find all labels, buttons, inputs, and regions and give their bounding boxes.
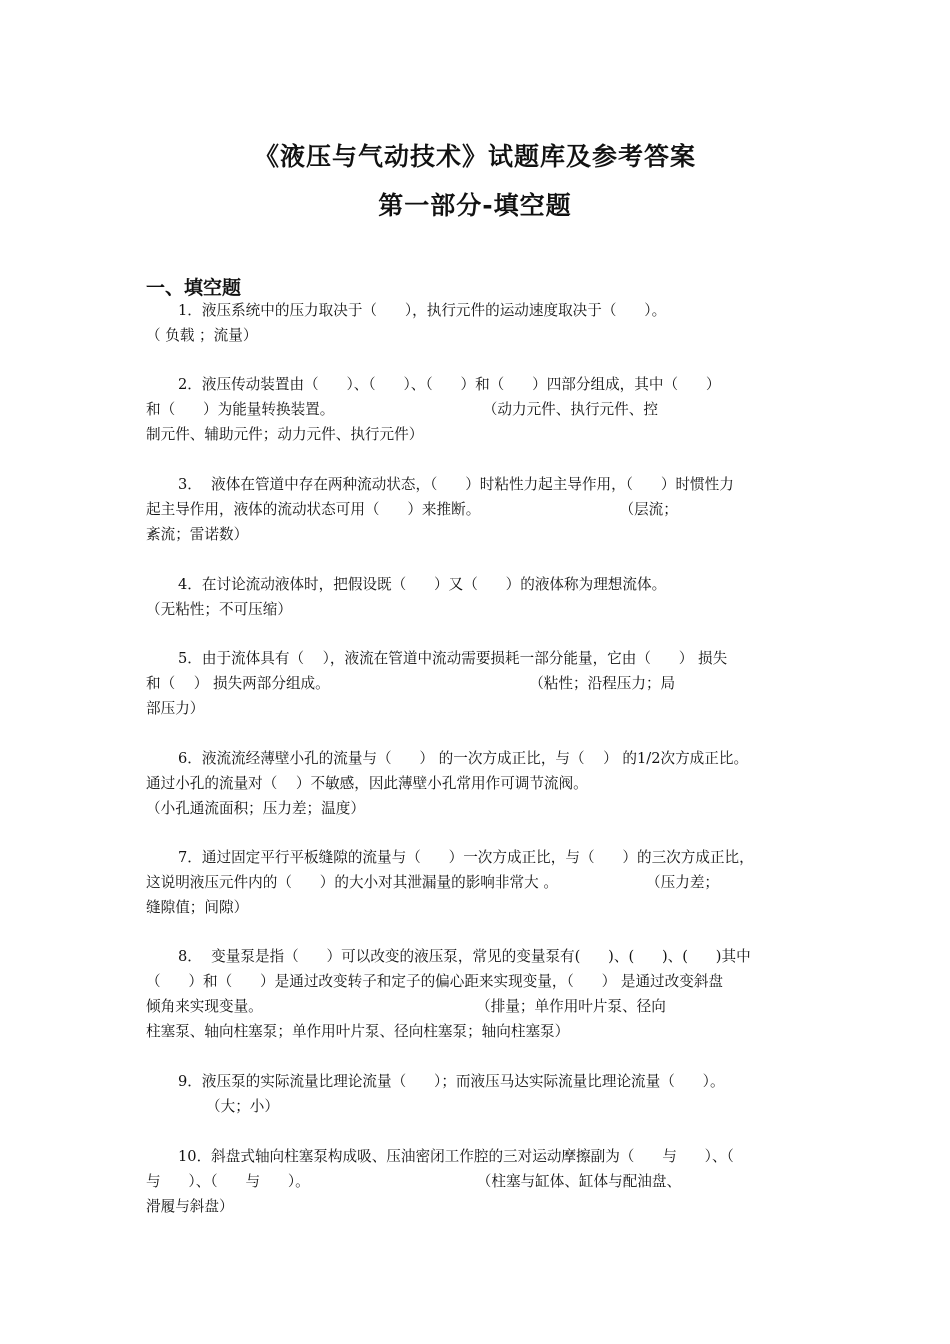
question-5	[146, 646, 808, 721]
question-6	[146, 746, 808, 821]
question-line: 9．液压泵的实际流量比理论流量（ ）；而液压马达实际流量比理论流量（ ）。	[178, 1073, 725, 1090]
question-line: 4．在讨论流动液体时，把假设既（ ）又（ ）的液体称为理想流体。	[178, 576, 667, 593]
answer-line: 制元件、辅助元件；动力元件、执行元件）	[146, 426, 424, 443]
question-7	[146, 845, 808, 920]
question-line: （ ）和（ ）是通过改变转子和定子的偏心距来实现变量，（ ） 是通过改变斜盘	[146, 973, 724, 990]
answer-line: 柱塞泵、轴向柱塞泵；单作用叶片泵、径向柱塞泵；轴向柱塞泵）	[146, 1023, 570, 1040]
question-line: 7．通过固定平行平板缝隙的流量与（ ）一次方成正比，与（ ）的三次方成正比，	[178, 849, 754, 866]
question-line: 1．液压系统中的压力取决于（ ），执行元件的运动速度取决于（ ）。	[178, 302, 667, 319]
question-line: 5．由于流体具有（ ），液流在管道中流动需要损耗一部分能量，它由（ ） 损失	[178, 650, 728, 667]
question-1	[146, 298, 808, 348]
question-line: 3． 液体在管道中存在两种流动状态，（ ）时粘性力起主导作用，（ ）时惯性力	[178, 476, 734, 493]
question-10	[146, 1144, 808, 1219]
answer-line: 缝隙值；间隙）	[146, 899, 249, 916]
answer-line: 紊流；雷诺数）	[146, 526, 249, 543]
document-subtitle: 第一部分-填空题	[378, 191, 572, 220]
question-line: 与 ）、（ 与 ）。 （柱塞与缸体、缸体与配油盘、	[146, 1173, 682, 1190]
question-2	[146, 372, 808, 447]
question-line: 和（ ） 损失两部分组成。 （粘性；沿程压力；局	[146, 675, 676, 692]
question-line: 6．液流流经薄壁小孔的流量与（ ） 的一次方成正比，与（ ） 的1/2次方成正比。	[178, 750, 749, 767]
question-line: 10．斜盘式轴向柱塞泵构成吸、压油密闭工作腔的三对运动摩擦副为（ 与 ）、（	[178, 1148, 734, 1165]
answer-line: （大；小）	[206, 1098, 279, 1115]
question-line: 8． 变量泵是指（ ）可以改变的液压泵，常见的变量泵有( )、( )、( )其中	[178, 948, 751, 965]
question-line: 倾角来实现变量。 （排量；单作用叶片泵、径向	[146, 998, 666, 1015]
answer-line: （ 负载 ；流量）	[146, 327, 258, 344]
question-line: 这说明液压元件内的（ ）的大小对其泄漏量的影响非常大 。 （压力差；	[146, 874, 720, 891]
answer-line: （小孔通流面积；压力差；温度）	[146, 800, 365, 817]
question-line: 通过小孔的流量对（ ）不敏感，因此薄壁小孔常用作可调节流阀。	[146, 775, 588, 792]
question-line: 和（ ）为能量转换装置。 （动力元件、执行元件、控	[146, 401, 658, 418]
section-heading: 一、填空题	[146, 277, 242, 299]
question-line: 2．液压传动装置由（ ）、（ ）、（ ）和（ ）四部分组成，其中（ ）	[178, 376, 721, 393]
question-3	[146, 472, 808, 547]
document-title: 《液压与气动技术》试题库及参考答案	[253, 142, 696, 171]
answer-line: 部压力）	[146, 700, 205, 717]
question-line: 起主导作用，液体的流动状态可用（ ）来推断。 （层流；	[146, 501, 678, 518]
question-8	[146, 944, 808, 1044]
answer-line: （无粘性；不可压缩）	[146, 601, 292, 618]
question-4	[146, 572, 808, 622]
question-9	[146, 1069, 808, 1119]
answer-line: 滑履与斜盘）	[146, 1198, 234, 1215]
